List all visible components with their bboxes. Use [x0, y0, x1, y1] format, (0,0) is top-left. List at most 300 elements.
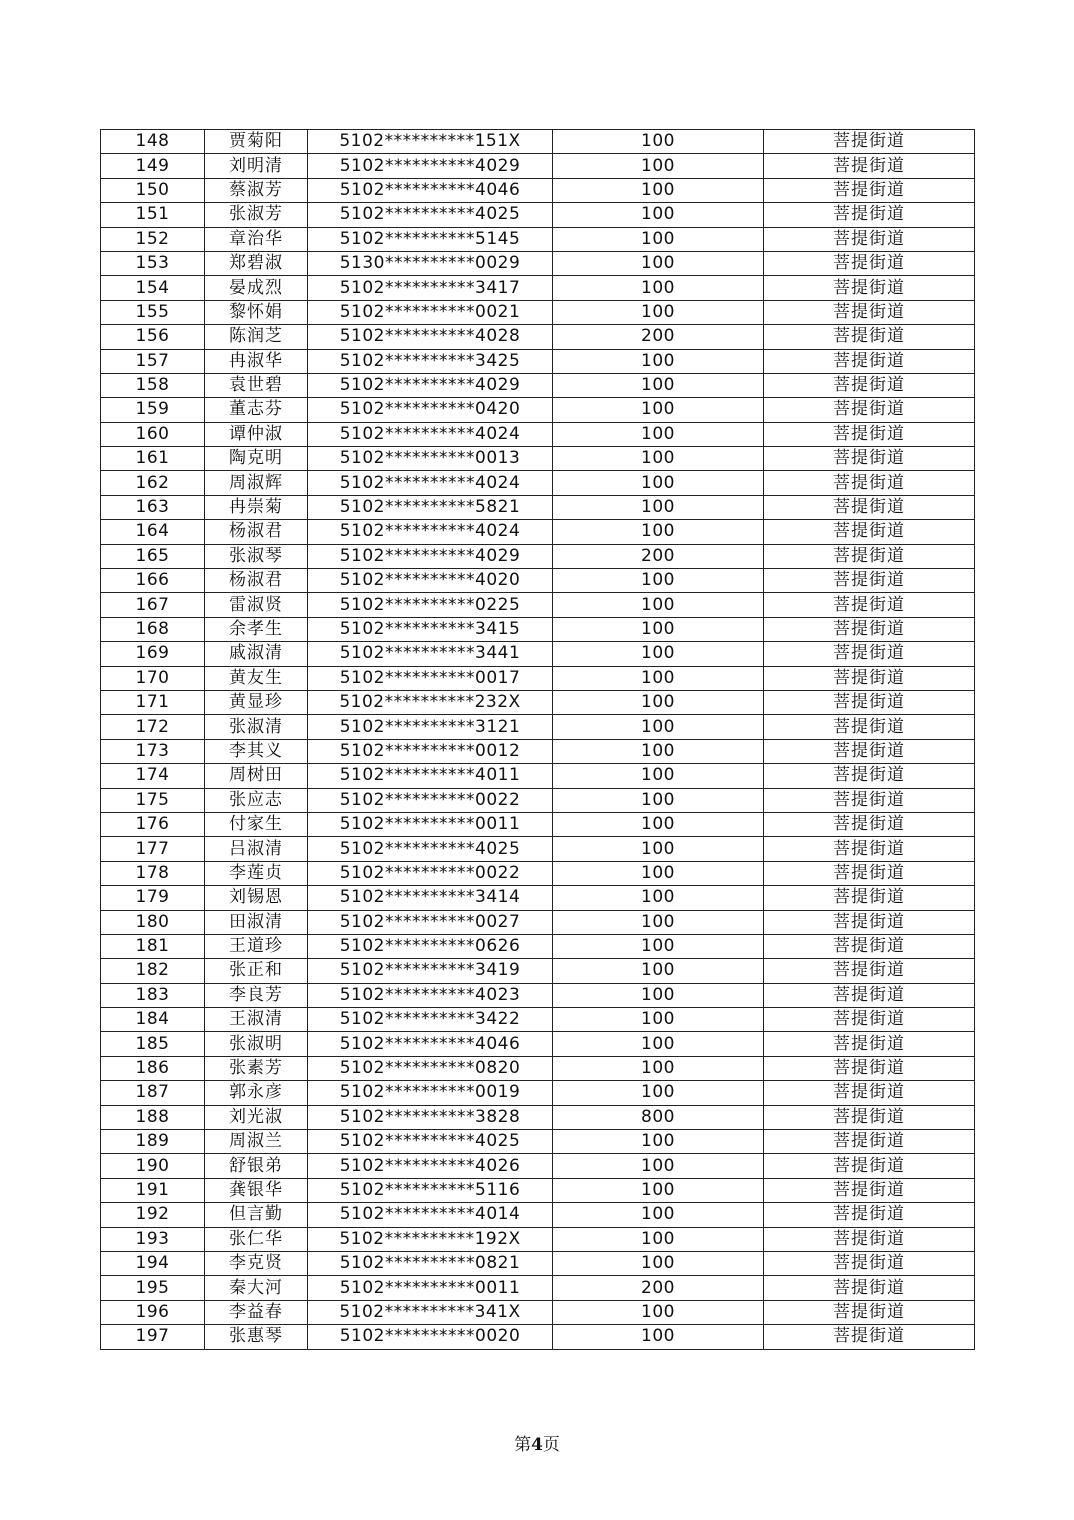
person-name-cell: 张仁华	[205, 1227, 308, 1251]
id-number-cell: 5102**********0027	[308, 910, 553, 934]
row-number-cell: 173	[101, 739, 205, 763]
amount-cell: 100	[553, 1300, 764, 1324]
person-name-cell: 陶克明	[205, 447, 308, 471]
id-number-cell: 5102**********0021	[308, 300, 553, 324]
amount-cell: 100	[553, 1154, 764, 1178]
amount-cell: 100	[553, 1130, 764, 1154]
subdistrict-cell: 菩提街道	[764, 642, 975, 666]
table-row	[101, 325, 975, 349]
subdistrict-cell: 菩提街道	[764, 520, 975, 544]
row-number-cell: 195	[101, 1276, 205, 1300]
person-name-cell: 李良芳	[205, 983, 308, 1007]
amount-cell: 100	[553, 1325, 764, 1349]
subdistrict-cell: 菩提街道	[764, 666, 975, 690]
person-name-cell: 张正和	[205, 959, 308, 983]
row-number-cell: 182	[101, 959, 205, 983]
row-number-cell: 184	[101, 1008, 205, 1032]
subdistrict-cell: 菩提街道	[764, 617, 975, 641]
amount-cell: 100	[553, 1203, 764, 1227]
id-number-cell: 5102**********3425	[308, 349, 553, 373]
id-number-cell: 5102**********0626	[308, 934, 553, 958]
table-row	[101, 642, 975, 666]
amount-cell: 100	[553, 715, 764, 739]
row-number-cell: 174	[101, 764, 205, 788]
subdistrict-cell: 菩提街道	[764, 739, 975, 763]
subdistrict-cell: 菩提街道	[764, 373, 975, 397]
subdistrict-cell: 菩提街道	[764, 1105, 975, 1129]
subdistrict-cell: 菩提街道	[764, 1203, 975, 1227]
table-row	[101, 398, 975, 422]
amount-cell: 100	[553, 1251, 764, 1275]
person-name-cell: 王道珍	[205, 934, 308, 958]
subdistrict-cell: 菩提街道	[764, 1008, 975, 1032]
id-number-cell: 5102**********3121	[308, 715, 553, 739]
row-number-cell: 194	[101, 1251, 205, 1275]
row-number-cell: 191	[101, 1178, 205, 1202]
row-number-cell: 160	[101, 422, 205, 446]
person-name-cell: 王淑清	[205, 1008, 308, 1032]
table-row	[101, 447, 975, 471]
table-row	[101, 1130, 975, 1154]
table-row	[101, 1154, 975, 1178]
id-number-cell: 5102**********4011	[308, 764, 553, 788]
person-name-cell: 黎怀娟	[205, 300, 308, 324]
row-number-cell: 159	[101, 398, 205, 422]
table-row	[101, 349, 975, 373]
subdistrict-cell: 菩提街道	[764, 812, 975, 836]
row-number-cell: 170	[101, 666, 205, 690]
id-number-cell: 5102**********5116	[308, 1178, 553, 1202]
person-name-cell: 贾菊阳	[205, 130, 308, 154]
table-row	[101, 300, 975, 324]
person-name-cell: 秦大河	[205, 1276, 308, 1300]
person-name-cell: 张素芳	[205, 1056, 308, 1080]
person-name-cell: 张惠琴	[205, 1325, 308, 1349]
id-number-cell: 5102**********4046	[308, 1032, 553, 1056]
table-row	[101, 617, 975, 641]
row-number-cell: 154	[101, 276, 205, 300]
table-row	[101, 276, 975, 300]
table-row	[101, 569, 975, 593]
amount-cell: 100	[553, 569, 764, 593]
table-row	[101, 495, 975, 519]
subdistrict-cell: 菩提街道	[764, 227, 975, 251]
id-number-cell: 5102**********0019	[308, 1081, 553, 1105]
id-number-cell: 5102**********3441	[308, 642, 553, 666]
row-number-cell: 148	[101, 130, 205, 154]
row-number-cell: 172	[101, 715, 205, 739]
subdistrict-cell: 菩提街道	[764, 934, 975, 958]
person-name-cell: 张应志	[205, 788, 308, 812]
id-number-cell: 5102**********151X	[308, 130, 553, 154]
row-number-cell: 164	[101, 520, 205, 544]
person-name-cell: 余孝生	[205, 617, 308, 641]
amount-cell: 200	[553, 325, 764, 349]
subdistrict-cell: 菩提街道	[764, 1251, 975, 1275]
subdistrict-cell: 菩提街道	[764, 764, 975, 788]
person-name-cell: 刘明清	[205, 154, 308, 178]
table-row	[101, 812, 975, 836]
table-row	[101, 1251, 975, 1275]
amount-cell: 100	[553, 1227, 764, 1251]
amount-cell: 100	[553, 373, 764, 397]
id-number-cell: 5102**********4025	[308, 837, 553, 861]
table-row	[101, 1081, 975, 1105]
amount-cell: 100	[553, 837, 764, 861]
amount-cell: 100	[553, 520, 764, 544]
person-name-cell: 郑碧淑	[205, 251, 308, 275]
subdistrict-cell: 菩提街道	[764, 715, 975, 739]
subdistrict-cell: 菩提街道	[764, 959, 975, 983]
id-number-cell: 5102**********0022	[308, 861, 553, 885]
table-row	[101, 837, 975, 861]
amount-cell: 100	[553, 178, 764, 202]
id-number-cell: 5102**********4028	[308, 325, 553, 349]
amount-cell: 100	[553, 910, 764, 934]
person-name-cell: 付家生	[205, 812, 308, 836]
person-name-cell: 杨淑君	[205, 569, 308, 593]
person-name-cell: 舒银弟	[205, 1154, 308, 1178]
amount-cell: 100	[553, 690, 764, 714]
amount-cell: 100	[553, 812, 764, 836]
id-number-cell: 5102**********4029	[308, 154, 553, 178]
subdistrict-cell: 菩提街道	[764, 178, 975, 202]
row-number-cell: 197	[101, 1325, 205, 1349]
row-number-cell: 152	[101, 227, 205, 251]
amount-cell: 100	[553, 1178, 764, 1202]
person-name-cell: 李莲贞	[205, 861, 308, 885]
amount-cell: 100	[553, 1081, 764, 1105]
amount-cell: 100	[553, 934, 764, 958]
table-row	[101, 886, 975, 910]
amount-cell: 100	[553, 447, 764, 471]
table-row	[101, 1300, 975, 1324]
table-row	[101, 910, 975, 934]
person-name-cell: 黄友生	[205, 666, 308, 690]
person-name-cell: 刘光淑	[205, 1105, 308, 1129]
row-number-cell: 169	[101, 642, 205, 666]
subdistrict-cell: 菩提街道	[764, 569, 975, 593]
subdistrict-cell: 菩提街道	[764, 1081, 975, 1105]
table-row	[101, 666, 975, 690]
table-row	[101, 1325, 975, 1349]
person-name-cell: 冉淑华	[205, 349, 308, 373]
subdistrict-cell: 菩提街道	[764, 690, 975, 714]
row-number-cell: 187	[101, 1081, 205, 1105]
amount-cell: 100	[553, 959, 764, 983]
amount-cell: 100	[553, 1056, 764, 1080]
row-number-cell: 177	[101, 837, 205, 861]
row-number-cell: 156	[101, 325, 205, 349]
table-row	[101, 1178, 975, 1202]
table-row	[101, 934, 975, 958]
id-number-cell: 5102**********0013	[308, 447, 553, 471]
roster-table	[100, 129, 975, 1350]
subdistrict-cell: 菩提街道	[764, 1227, 975, 1251]
id-number-cell: 5102**********0020	[308, 1325, 553, 1349]
row-number-cell: 193	[101, 1227, 205, 1251]
subdistrict-cell: 菩提街道	[764, 495, 975, 519]
table-row	[101, 764, 975, 788]
id-number-cell: 5102**********4023	[308, 983, 553, 1007]
amount-cell: 100	[553, 788, 764, 812]
person-name-cell: 周淑辉	[205, 471, 308, 495]
id-number-cell: 5102**********0820	[308, 1056, 553, 1080]
subdistrict-cell: 菩提街道	[764, 276, 975, 300]
table-row	[101, 1105, 975, 1129]
person-name-cell: 袁世碧	[205, 373, 308, 397]
table-row	[101, 544, 975, 568]
id-number-cell: 5102**********0420	[308, 398, 553, 422]
id-number-cell: 5102**********5145	[308, 227, 553, 251]
row-number-cell: 183	[101, 983, 205, 1007]
person-name-cell: 李克贤	[205, 1251, 308, 1275]
amount-cell: 100	[553, 154, 764, 178]
roster-body	[101, 130, 975, 1350]
amount-cell: 100	[553, 300, 764, 324]
id-number-cell: 5102**********192X	[308, 1227, 553, 1251]
table-row	[101, 788, 975, 812]
subdistrict-cell: 菩提街道	[764, 544, 975, 568]
amount-cell: 100	[553, 203, 764, 227]
page-suffix: 页	[542, 1435, 560, 1455]
subdistrict-cell: 菩提街道	[764, 910, 975, 934]
person-name-cell: 张淑清	[205, 715, 308, 739]
row-number-cell: 176	[101, 812, 205, 836]
row-number-cell: 181	[101, 934, 205, 958]
subdistrict-cell: 菩提街道	[764, 422, 975, 446]
row-number-cell: 189	[101, 1130, 205, 1154]
amount-cell: 800	[553, 1105, 764, 1129]
amount-cell: 100	[553, 666, 764, 690]
person-name-cell: 但言勤	[205, 1203, 308, 1227]
row-number-cell: 165	[101, 544, 205, 568]
person-name-cell: 冉崇菊	[205, 495, 308, 519]
amount-cell: 100	[553, 1008, 764, 1032]
person-name-cell: 张淑明	[205, 1032, 308, 1056]
id-number-cell: 5102**********4026	[308, 1154, 553, 1178]
person-name-cell: 周淑兰	[205, 1130, 308, 1154]
subdistrict-cell: 菩提街道	[764, 1032, 975, 1056]
amount-cell: 100	[553, 471, 764, 495]
amount-cell: 100	[553, 130, 764, 154]
table-row	[101, 1203, 975, 1227]
row-number-cell: 162	[101, 471, 205, 495]
row-number-cell: 149	[101, 154, 205, 178]
amount-cell: 100	[553, 739, 764, 763]
id-number-cell: 5102**********4046	[308, 178, 553, 202]
subdistrict-cell: 菩提街道	[764, 1130, 975, 1154]
row-number-cell: 188	[101, 1105, 205, 1129]
id-number-cell: 5102**********3419	[308, 959, 553, 983]
page-number: 4	[531, 1435, 543, 1455]
subdistrict-cell: 菩提街道	[764, 788, 975, 812]
row-number-cell: 161	[101, 447, 205, 471]
subdistrict-cell: 菩提街道	[764, 447, 975, 471]
id-number-cell: 5102**********3422	[308, 1008, 553, 1032]
id-number-cell: 5102**********232X	[308, 690, 553, 714]
amount-cell: 100	[553, 886, 764, 910]
id-number-cell: 5102**********4029	[308, 373, 553, 397]
person-name-cell: 郭永彦	[205, 1081, 308, 1105]
subdistrict-cell: 菩提街道	[764, 1178, 975, 1202]
row-number-cell: 157	[101, 349, 205, 373]
person-name-cell: 雷淑贤	[205, 593, 308, 617]
table-row	[101, 130, 975, 154]
person-name-cell: 吕淑清	[205, 837, 308, 861]
person-name-cell: 李其义	[205, 739, 308, 763]
row-number-cell: 153	[101, 251, 205, 275]
subdistrict-cell: 菩提街道	[764, 349, 975, 373]
subdistrict-cell: 菩提街道	[764, 1154, 975, 1178]
row-number-cell: 179	[101, 886, 205, 910]
id-number-cell: 5102**********341X	[308, 1300, 553, 1324]
table-row	[101, 520, 975, 544]
id-number-cell: 5102**********0012	[308, 739, 553, 763]
amount-cell: 200	[553, 544, 764, 568]
subdistrict-cell: 菩提街道	[764, 1056, 975, 1080]
id-number-cell: 5102**********0821	[308, 1251, 553, 1275]
person-name-cell: 陈润芝	[205, 325, 308, 349]
row-number-cell: 180	[101, 910, 205, 934]
id-number-cell: 5102**********3415	[308, 617, 553, 641]
table-row	[101, 593, 975, 617]
person-name-cell: 晏成烈	[205, 276, 308, 300]
id-number-cell: 5102**********4024	[308, 520, 553, 544]
person-name-cell: 黄显珍	[205, 690, 308, 714]
table-row	[101, 983, 975, 1007]
amount-cell: 100	[553, 251, 764, 275]
table-row	[101, 715, 975, 739]
row-number-cell: 196	[101, 1300, 205, 1324]
subdistrict-cell: 菩提街道	[764, 203, 975, 227]
row-number-cell: 158	[101, 373, 205, 397]
page-prefix: 第	[514, 1435, 532, 1455]
row-number-cell: 150	[101, 178, 205, 202]
amount-cell: 100	[553, 349, 764, 373]
person-name-cell: 董志芬	[205, 398, 308, 422]
row-number-cell: 190	[101, 1154, 205, 1178]
table-row	[101, 739, 975, 763]
id-number-cell: 5102**********4025	[308, 203, 553, 227]
id-number-cell: 5102**********4020	[308, 569, 553, 593]
person-name-cell: 张淑琴	[205, 544, 308, 568]
table-row	[101, 373, 975, 397]
table-row	[101, 422, 975, 446]
table-row	[101, 251, 975, 275]
person-name-cell: 李益春	[205, 1300, 308, 1324]
row-number-cell: 167	[101, 593, 205, 617]
subdistrict-cell: 菩提街道	[764, 471, 975, 495]
table-row	[101, 1276, 975, 1300]
id-number-cell: 5102**********5821	[308, 495, 553, 519]
amount-cell: 100	[553, 983, 764, 1007]
person-name-cell: 张淑芳	[205, 203, 308, 227]
table-row	[101, 154, 975, 178]
row-number-cell: 186	[101, 1056, 205, 1080]
person-name-cell: 蔡淑芳	[205, 178, 308, 202]
table-row	[101, 203, 975, 227]
subdistrict-cell: 菩提街道	[764, 398, 975, 422]
row-number-cell: 178	[101, 861, 205, 885]
table-row	[101, 471, 975, 495]
id-number-cell: 5130**********0029	[308, 251, 553, 275]
person-name-cell: 刘锡恩	[205, 886, 308, 910]
id-number-cell: 5102**********0011	[308, 812, 553, 836]
id-number-cell: 5102**********3828	[308, 1105, 553, 1129]
table-row	[101, 861, 975, 885]
subdistrict-cell: 菩提街道	[764, 325, 975, 349]
subdistrict-cell: 菩提街道	[764, 837, 975, 861]
row-number-cell: 192	[101, 1203, 205, 1227]
table-row	[101, 1227, 975, 1251]
id-number-cell: 5102**********4029	[308, 544, 553, 568]
amount-cell: 100	[553, 593, 764, 617]
subdistrict-cell: 菩提街道	[764, 593, 975, 617]
table-row	[101, 1008, 975, 1032]
person-name-cell: 杨淑君	[205, 520, 308, 544]
amount-cell: 100	[553, 1032, 764, 1056]
id-number-cell: 5102**********4025	[308, 1130, 553, 1154]
row-number-cell: 155	[101, 300, 205, 324]
row-number-cell: 151	[101, 203, 205, 227]
subdistrict-cell: 菩提街道	[764, 861, 975, 885]
amount-cell: 100	[553, 422, 764, 446]
person-name-cell: 龚银华	[205, 1178, 308, 1202]
subdistrict-cell: 菩提街道	[764, 300, 975, 324]
table-row	[101, 1032, 975, 1056]
person-name-cell: 谭仲淑	[205, 422, 308, 446]
subdistrict-cell: 菩提街道	[764, 154, 975, 178]
amount-cell: 200	[553, 1276, 764, 1300]
table-row	[101, 227, 975, 251]
amount-cell: 100	[553, 495, 764, 519]
amount-cell: 100	[553, 861, 764, 885]
id-number-cell: 5102**********3414	[308, 886, 553, 910]
table-row	[101, 959, 975, 983]
id-number-cell: 5102**********3417	[308, 276, 553, 300]
id-number-cell: 5102**********4014	[308, 1203, 553, 1227]
table-row	[101, 178, 975, 202]
id-number-cell: 5102**********0011	[308, 1276, 553, 1300]
id-number-cell: 5102**********0022	[308, 788, 553, 812]
subdistrict-cell: 菩提街道	[764, 983, 975, 1007]
person-name-cell: 田淑清	[205, 910, 308, 934]
row-number-cell: 185	[101, 1032, 205, 1056]
row-number-cell: 168	[101, 617, 205, 641]
subdistrict-cell: 菩提街道	[764, 130, 975, 154]
table-row	[101, 690, 975, 714]
id-number-cell: 5102**********4024	[308, 471, 553, 495]
amount-cell: 100	[553, 227, 764, 251]
id-number-cell: 5102**********0017	[308, 666, 553, 690]
amount-cell: 100	[553, 398, 764, 422]
amount-cell: 100	[553, 764, 764, 788]
page-footer	[0, 1430, 1074, 1455]
row-number-cell: 166	[101, 569, 205, 593]
row-number-cell: 175	[101, 788, 205, 812]
subdistrict-cell: 菩提街道	[764, 251, 975, 275]
id-number-cell: 5102**********0225	[308, 593, 553, 617]
row-number-cell: 163	[101, 495, 205, 519]
amount-cell: 100	[553, 276, 764, 300]
person-name-cell: 戚淑清	[205, 642, 308, 666]
subdistrict-cell: 菩提街道	[764, 1325, 975, 1349]
row-number-cell: 171	[101, 690, 205, 714]
table-row	[101, 1056, 975, 1080]
id-number-cell: 5102**********4024	[308, 422, 553, 446]
amount-cell: 100	[553, 642, 764, 666]
